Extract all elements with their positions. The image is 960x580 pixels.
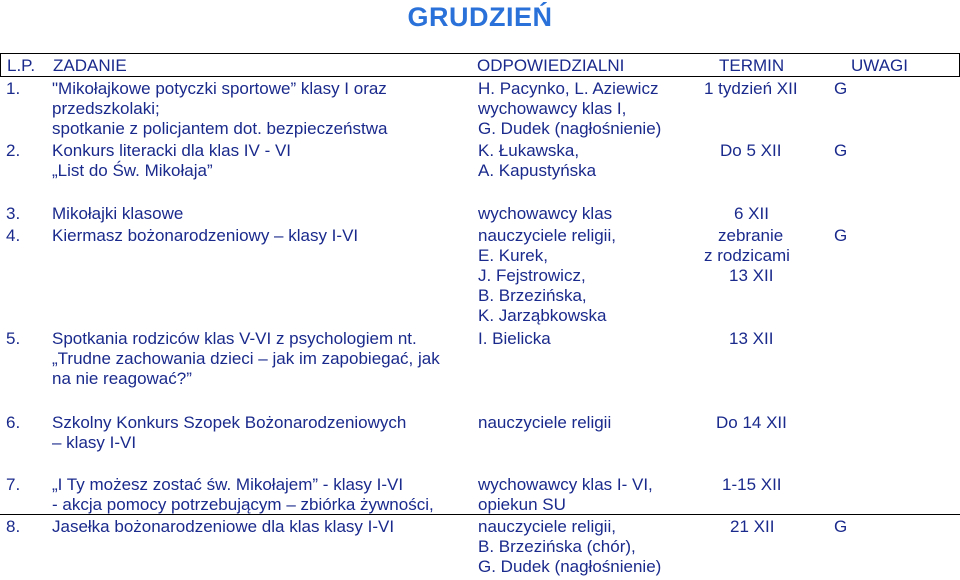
task-line: Szkolny Konkurs Szopek Bożonarodzeniowych	[52, 413, 407, 432]
notes-cell: G	[834, 79, 848, 98]
date-line: 21 XII	[730, 517, 775, 536]
row-number: 8.	[6, 517, 21, 536]
row-number: 3.	[6, 204, 21, 223]
responsible-line: wychowawcy klas I,	[478, 99, 627, 118]
date-line: Do 14 XII	[716, 413, 787, 432]
responsible-line: K. Jarząbkowska	[478, 306, 607, 325]
task-line: "Mikołajkowe potyczki sportowe” klasy I oraz	[52, 79, 387, 98]
row-number: 7.	[6, 475, 21, 494]
responsible-line: nauczyciele religii	[478, 413, 612, 432]
task-line: Jasełka bożonarodzeniowe dla klas klasy I-VI	[52, 517, 395, 536]
task-line: – klasy I-VI	[52, 433, 137, 452]
header-notes: UWAGI	[851, 56, 908, 75]
row-number: 4.	[6, 226, 21, 245]
responsible-line: wychowawcy klas	[478, 204, 613, 223]
row-divider	[0, 514, 960, 515]
task-line: - akcja pomocy potrzebującym – zbiórka żywności,	[52, 495, 434, 514]
task-line: przedszkolaki;	[52, 99, 160, 118]
responsible-line: nauczyciele religii,	[478, 226, 616, 245]
task-line: „Trudne zachowania dzieci – jak im zapobiegać, jak	[52, 349, 440, 368]
responsible-line: nauczyciele religii,	[478, 517, 616, 536]
date-line: Do 5 XII	[720, 141, 782, 160]
header-lp: L.P.	[7, 56, 36, 75]
notes-cell: G	[834, 517, 848, 536]
row-number: 6.	[6, 413, 21, 432]
date-line: 13 XII	[729, 329, 774, 348]
row-number: 5.	[6, 329, 21, 348]
responsible-line: E. Kurek,	[478, 246, 548, 265]
task-line: „I Ty możesz zostać św. Mikołajem” - klasy I-VI	[52, 475, 404, 494]
notes-cell: G	[834, 141, 848, 160]
date-line: 1 tydzień XII	[704, 79, 798, 98]
responsible-line: I. Bielicka	[478, 329, 551, 348]
responsible-line: B. Brzezińska (chór),	[478, 537, 636, 556]
responsible-line: J. Fejstrowicz,	[478, 266, 586, 285]
responsible-line: A. Kapustyńska	[478, 161, 597, 180]
responsible-line: G. Dudek (nagłośnienie)	[478, 119, 662, 138]
page-title: GRUDZIEŃ	[407, 2, 553, 32]
date-line: z rodzicami	[704, 246, 790, 265]
task-line: Mikołajki klasowe	[52, 204, 184, 223]
responsible-line: wychowawcy klas I- VI,	[478, 475, 653, 494]
task-line: na nie reagować?”	[52, 369, 192, 388]
header-task: ZADANIE	[53, 56, 127, 75]
header-responsible: ODPOWIEDZIALNI	[477, 56, 625, 75]
responsible-line: opiekun SU	[478, 495, 566, 514]
date-line: 1-15 XII	[722, 475, 782, 494]
header-date: TERMIN	[719, 56, 785, 75]
task-line: Kiermasz bożonarodzeniowy – klasy I-VI	[52, 226, 359, 245]
task-line: Spotkania rodziców klas V-VI z psychologiem nt.	[52, 329, 417, 348]
date-line: zebranie	[718, 226, 784, 245]
row-number: 1.	[6, 79, 21, 98]
task-line: „List do Św. Mikołaja”	[52, 161, 213, 180]
responsible-line: B. Brzezińska,	[478, 286, 587, 305]
table-header	[0, 53, 960, 77]
date-line: 6 XII	[734, 204, 769, 223]
responsible-line: G. Dudek (nagłośnienie)	[478, 557, 662, 576]
task-line: spotkanie z policjantem dot. bezpieczeństwa	[52, 119, 388, 138]
responsible-line: H. Pacynko, L. Aziewicz	[478, 79, 659, 98]
task-line: Konkurs literacki dla klas IV - VI	[52, 141, 292, 160]
date-line: 13 XII	[729, 266, 774, 285]
row-number: 2.	[6, 141, 21, 160]
responsible-line: K. Łukawska,	[478, 141, 580, 160]
notes-cell: G	[834, 226, 848, 245]
